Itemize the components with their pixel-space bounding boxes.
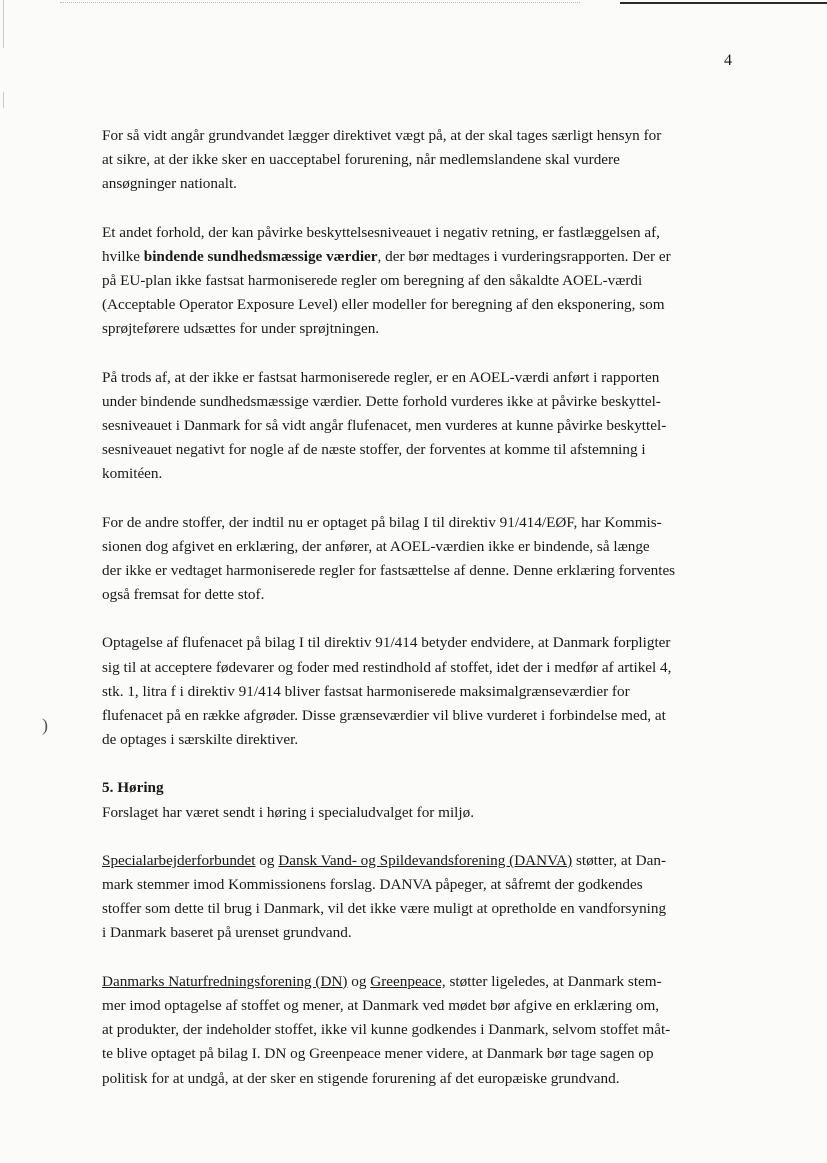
paragraph-residue-limits bbox=[102, 631, 738, 752]
text-line: For de andre stoffer, der indtil nu er optaget på bilag I til direktiv 91/414/EØF, har Kommis- bbox=[102, 513, 662, 531]
text-line: På trods af, at der ikke er fastsat harmoniserede regler, er en AOEL-værdi anført i rapporten bbox=[102, 368, 660, 386]
text-run: støtter ligeledes, at Danmark stem- bbox=[445, 972, 662, 990]
section-hearing bbox=[102, 776, 738, 824]
text-line: sig til at acceptere fødevarer og foder med restindhold af stoffet, idet der i medfør af artikel 4, bbox=[102, 658, 672, 676]
paragraph-aoel-report bbox=[102, 366, 738, 487]
text-line: sprøjteførere udsættes for under sprøjtningen. bbox=[102, 320, 380, 338]
org-name: Danmarks Naturfredningsforening (DN) bbox=[102, 972, 348, 990]
paragraph-danva bbox=[102, 849, 738, 946]
text-line: de optages i særskilte direktiver. bbox=[102, 731, 299, 749]
text-line: sesniveauet negativt for nogle af de næste stoffer, der forventes at komme til afstemning i bbox=[102, 441, 646, 459]
org-name: Greenpeace, bbox=[370, 972, 446, 990]
text-line: Optagelse af flufenacet på bilag I til direktiv 91/414 betyder endvidere, at Danmark forpligter bbox=[102, 634, 671, 652]
document-body bbox=[102, 124, 738, 1115]
text-line: te blive optaget på bilag I. DN og Greenpeace mener videre, at Danmark bør tage sagen op bbox=[102, 1045, 654, 1063]
text-line: Et andet forhold, der kan påvirke beskyttelsesniveauet i negativ retning, er fastlæggelsen af, bbox=[102, 223, 660, 241]
text-line: der ikke er vedtaget harmoniserede regler for fastsættelse af denne. Denne erklæring forventes bbox=[102, 562, 676, 580]
text-run: støtter, at Dan- bbox=[572, 851, 667, 869]
paragraph-dn-greenpeace bbox=[102, 970, 738, 1091]
text-line: sesniveauet i Danmark for så vidt angår flufenacet, men vurderes at kunne påvirke beskyttel- bbox=[102, 417, 667, 435]
text-run: og bbox=[255, 851, 279, 869]
page-number: 4 bbox=[724, 52, 732, 69]
text-line bbox=[102, 970, 738, 994]
margin-bracket-mark: ) bbox=[42, 715, 48, 735]
margin-mark bbox=[3, 0, 4, 48]
text-run: hvilke bbox=[102, 247, 144, 265]
text-run: og bbox=[347, 972, 371, 990]
text-line: flufenacet på en række afgrøder. Disse grænseværdier vil blive vurderet i forbindelse med, at bbox=[102, 707, 666, 725]
text-line: stk. 1, litra f i direktiv 91/414 bliver fastsat harmoniserede maksimalgrænseværdier for bbox=[102, 682, 630, 700]
text-line: under bindende sundhedsmæssige værdier. Dette forhold vurderes ikke at påvirke beskyttel- bbox=[102, 392, 661, 410]
paragraph-aoel bbox=[102, 221, 738, 342]
text-line bbox=[102, 849, 738, 873]
org-name: Specialarbejderforbundet bbox=[102, 851, 256, 869]
margin-mark bbox=[3, 92, 4, 108]
text-line: stoffer som dette til brug i Danmark, vil det ikke være muligt at opretholde en vandforsyning bbox=[102, 900, 667, 918]
text-line: at produkter, der indeholder stoffet, ikke vil kunne godkendes i Danmark, selvom stoffet måt- bbox=[102, 1021, 671, 1039]
text-line: ansøgninger nationalt. bbox=[102, 175, 237, 193]
section-heading: 5. Høring bbox=[102, 779, 164, 797]
text-line: Forslaget har været sendt i høring i specialudvalget for miljø. bbox=[102, 803, 475, 821]
org-name: Dansk Vand- og Spildevandsforening (DANVA) bbox=[278, 851, 573, 869]
text-line: For så vidt angår grundvandet lægger direktivet vægt på, at der skal tages særligt hensyn for bbox=[102, 127, 662, 144]
text-line: mark stemmer imod Kommissionens forslag. DANVA påpeger, at såfremt der godkendes bbox=[102, 876, 643, 894]
text-line: på EU-plan ikke fastsat harmoniserede regler om beregning af den såkaldte AOEL-værdi bbox=[102, 272, 643, 290]
scan-edge-line bbox=[620, 2, 827, 4]
bold-term: bindende sundhedsmæssige værdier bbox=[143, 247, 378, 265]
text-run: , der bør medtages i vurderingsrapporten. Der er bbox=[377, 247, 671, 265]
text-line: politisk for at undgå, at der sker en stigende forurening af det europæiske grundvand. bbox=[102, 1069, 620, 1087]
scan-edge-dotted bbox=[60, 2, 580, 4]
text-line: at sikre, at der ikke sker en uacceptabel forurening, når medlemslandene skal vurdere bbox=[102, 151, 620, 169]
text-line: sionen dog afgivet en erklæring, der anfører, at AOEL-værdien ikke er bindende, så længe bbox=[102, 537, 650, 555]
paragraph-commission-statement bbox=[102, 511, 738, 608]
text-line: også fremsat for dette stof. bbox=[102, 586, 265, 604]
text-line: mer imod optagelse af stoffet og mener, at Danmark ved mødet bør afgive en erklæring om, bbox=[102, 996, 660, 1014]
paragraph-groundwater bbox=[102, 124, 738, 197]
text-line bbox=[102, 245, 738, 269]
text-line: (Acceptable Operator Exposure Level) eller modeller for beregning af den eksponering, som bbox=[102, 296, 665, 314]
text-line: i Danmark baseret på urenset grundvand. bbox=[102, 924, 352, 942]
text-line: komitéen. bbox=[102, 465, 163, 483]
